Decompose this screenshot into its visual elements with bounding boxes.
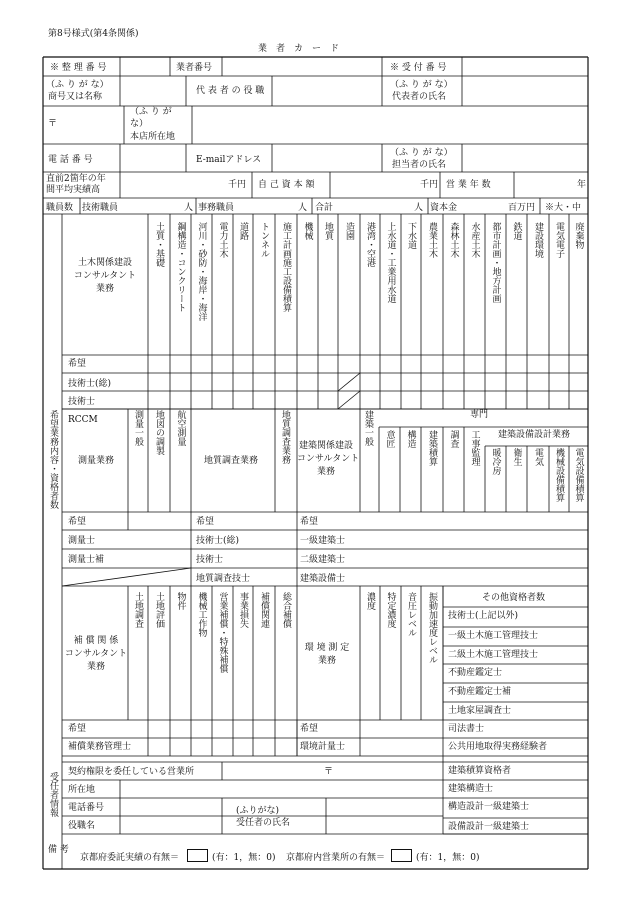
other-title: その他資格者数 <box>482 593 546 603</box>
biko-a1-hint: (有：1，無：0) <box>212 853 276 863</box>
comp-label2: コンサルタント <box>64 649 128 659</box>
jutaku-side-label: 受任者情報 <box>48 772 58 817</box>
jutaku-postal: 〒 <box>324 767 334 777</box>
shozai-field[interactable] <box>120 781 440 795</box>
gokei-unit: 人 <box>414 203 424 213</box>
civil-col-11: 上水道・工業用水道 <box>385 222 396 303</box>
jiseki-label1: 直前2箇年の年 <box>46 174 106 184</box>
arch-row-0: 希望 <box>300 517 319 527</box>
jiko-label: 自 己 資 本 額 <box>258 180 315 190</box>
jutaku-name-label: 受任者の氏名 <box>236 818 291 828</box>
biko-a2-input[interactable] <box>391 849 412 862</box>
kibo-side-label: 希望業務内容・資格者数 <box>48 410 58 509</box>
survey-row-2: 測量士補 <box>68 555 105 565</box>
geo-row-0: 希望 <box>196 517 215 527</box>
jiko-field[interactable] <box>330 172 416 196</box>
eigyo-field[interactable] <box>514 172 574 196</box>
eigyo-unit: 年 <box>577 180 587 190</box>
arch-label1: 建築関係建設 <box>298 441 353 451</box>
jiseki-label2: 間平均実績高 <box>46 185 101 195</box>
comp-col-4: 営業補償・特殊補償 <box>217 592 228 673</box>
daichu-label: ※大・中 <box>545 203 582 213</box>
civil-col-12: 下水道 <box>406 222 416 249</box>
jiseki-unit: 千円 <box>228 180 247 190</box>
comp-col-5: 事業損失 <box>238 592 248 628</box>
civil-col-6: 施工計画施工設備積算 <box>281 222 291 312</box>
yaku-label: 役職名 <box>68 821 96 831</box>
civil-col-16: 都市計画・地方計画 <box>490 222 501 303</box>
survey-col-2: 航空測量 <box>175 410 186 446</box>
setsubi-label: 建築設備設計業務 <box>498 430 571 440</box>
other-item-4: 不動産鑑定士補 <box>448 687 512 697</box>
comp-row-0: 希望 <box>68 724 87 734</box>
civil-col-17: 鉄道 <box>511 222 522 240</box>
jutaku-furi: (ふりがな) <box>236 806 280 816</box>
survey-label: 測量業務 <box>78 456 115 466</box>
honten-furi: （ふ り が <box>130 107 172 117</box>
shogo-field[interactable] <box>120 78 186 104</box>
arch-label2: コンサルタント <box>297 454 360 464</box>
civil-col-14: 森林土木 <box>448 222 459 258</box>
daihyo-furi-label: （ふ り が な） <box>390 80 453 90</box>
shihon-unit: 百万円 <box>508 203 536 213</box>
arch-label3: 業務 <box>316 467 335 477</box>
env-col-3: 振動加速度レベル <box>427 592 437 664</box>
biko-a2-hint: (有：1，無：0) <box>416 853 480 863</box>
senmon-label: 専門 <box>470 410 489 420</box>
env-row-1: 環境計量士 <box>300 742 346 752</box>
tanto-furi-label: （ふ り が な） <box>390 148 453 158</box>
gyosha-field[interactable] <box>222 59 382 73</box>
comp-col-0: 土地調査 <box>133 592 143 628</box>
gijutsu-label: 技術職員 <box>82 203 119 213</box>
other-item-3: 不動産鑑定士 <box>448 668 503 678</box>
arch-row-3: 建築設備士 <box>300 574 346 584</box>
other-item-0: 技術士(上記以外) <box>448 611 519 621</box>
arch-ippan: 建築一般 <box>363 410 373 446</box>
env-col-1: 特定濃度 <box>385 592 396 628</box>
yaku-field[interactable] <box>120 817 222 831</box>
jiko-unit: 千円 <box>420 180 439 190</box>
survey-row-1: 測量士 <box>68 536 96 546</box>
jiseki-field[interactable] <box>120 172 224 196</box>
survey-row-0: 希望 <box>68 517 87 527</box>
civil-col-9: 造園 <box>344 222 354 240</box>
civil-col-18: 建設環境 <box>533 222 543 258</box>
other-item-1: 一級土木施工管理技士 <box>448 631 539 641</box>
jutaku-tel-label: 電話番号 <box>68 803 105 813</box>
comp-col-7: 総合補償 <box>281 592 291 628</box>
email-label: E-mailアドレス <box>196 155 262 165</box>
civil-col-0: 土質・基礎 <box>154 222 164 267</box>
civil-col-8: 地質 <box>323 222 333 240</box>
other-item-5: 土地家屋調査士 <box>448 706 512 716</box>
daihyo-name-label: 代表者の氏名 <box>392 92 447 102</box>
geo-label: 地質調査業務 <box>204 456 259 466</box>
seiri-label: ※ 整 理 番 号 <box>50 63 107 73</box>
eigyo-label: 営 業 年 数 <box>446 180 491 190</box>
env-label1: 環 境 測 定 <box>304 643 350 653</box>
uketsuke-field[interactable] <box>462 59 588 73</box>
civil-col-4: 道路 <box>238 222 248 240</box>
jimu-label: 事務職員 <box>198 203 235 213</box>
arch-col-7: 電気 <box>533 448 543 466</box>
civil-label1: 土木関係建設 <box>77 258 132 268</box>
arch-col-2: 建築積算 <box>427 430 437 466</box>
arch-col-8: 機械設備積算 <box>554 448 564 502</box>
comp-label3: 業務 <box>86 662 105 672</box>
civil-row-2: 技術士 <box>68 397 96 407</box>
civil-col-2: 河川・砂防・海岸・海洋 <box>196 222 207 321</box>
shihon-label: 資本金 <box>430 203 458 213</box>
arch-col-4: 工事監理 <box>469 430 480 466</box>
civil-col-13: 農業土木 <box>427 222 437 258</box>
keiyaku-label: 契約権限を委任している営業所 <box>68 767 195 777</box>
biko-q1: 京都府委託実績の有無＝ <box>80 853 180 863</box>
env-label2: 業務 <box>317 656 336 666</box>
geo-col-0: 地質調査業務 <box>280 410 290 464</box>
civil-row-0: 希望 <box>68 359 87 369</box>
jutaku-name-field[interactable] <box>326 799 440 831</box>
civil-col-10: 港湾・空港 <box>365 222 375 267</box>
survey-col-0: 測量一般 <box>133 410 143 446</box>
geo-row-2: 技術士 <box>196 555 224 565</box>
tel-label: 電 話 番 号 <box>48 155 93 165</box>
tanto-name-label: 担当者の氏名 <box>392 160 447 170</box>
other-item-10: 構造設計一級建築士 <box>448 802 530 812</box>
daihyo-role-field[interactable] <box>272 78 382 104</box>
daihyo-name-field[interactable] <box>462 78 588 104</box>
jimu-unit: 人 <box>298 203 308 213</box>
civil-col-15: 水産土木 <box>469 222 480 258</box>
postal-mark: 〒 <box>48 119 58 129</box>
shokuin-label: 職員数 <box>46 203 74 213</box>
comp-col-2: 物件 <box>175 592 186 610</box>
civil-col-19: 電気電子 <box>554 222 564 258</box>
civil-label2: コンサルタント <box>73 271 137 281</box>
gokei-label: 合計 <box>315 203 334 213</box>
uketsuke-label: ※ 受 付 番 号 <box>390 63 447 73</box>
gijutsu-unit: 人 <box>184 203 194 213</box>
env-row-0: 希望 <box>300 724 319 734</box>
arch-col-5: 暖冷房 <box>490 448 501 475</box>
gyosha-label: 業者番号 <box>176 63 213 73</box>
civil-col-1: 鋼構造・コンクリート <box>175 222 186 312</box>
comp-col-6: 補償関連 <box>259 592 269 628</box>
civil-col-3: 電力土木 <box>217 222 228 258</box>
civil-col-20: 廃棄物 <box>573 222 584 249</box>
biko-q2: 京都府内営業所の有無＝ <box>286 853 386 863</box>
jutaku-tel-field[interactable] <box>120 799 222 813</box>
page-title: 業 者 カ ー ド <box>258 44 340 54</box>
comp-col-3: 機械工作物 <box>196 592 207 637</box>
civil-col-7: 機械 <box>302 222 313 240</box>
form-number: 第8号様式(第4条関係) <box>48 29 139 39</box>
arch-col-3: 調査 <box>448 430 459 448</box>
civil-row-1: 技術士(総) <box>68 379 112 389</box>
survey-col-1: 地図の調製 <box>154 410 164 455</box>
other-item-2: 二級土木施工管理技士 <box>448 650 539 660</box>
geo-row-3: 地質調査技士 <box>196 574 251 584</box>
arch-col-9: 電気設備積算 <box>573 448 584 502</box>
biko-a1-input[interactable] <box>187 849 208 862</box>
civil-col-5: トンネル <box>259 222 269 258</box>
env-col-2: 音圧レベル <box>406 592 416 637</box>
biko-label: 備 考 <box>48 845 69 855</box>
daihyo-role-label: 代 表 者 の 役 職 <box>196 86 265 96</box>
other-item-6: 司法書士 <box>448 724 485 734</box>
env-col-0: 濃度 <box>365 592 375 610</box>
comp-col-1: 土地評価 <box>154 592 164 628</box>
shogo-label: 商号又は名称 <box>48 92 103 102</box>
other-item-11: 設備設計一級建築士 <box>448 822 530 832</box>
comp-row-1: 補償業務管理士 <box>68 742 132 752</box>
honten-field[interactable] <box>192 106 588 142</box>
email-field[interactable] <box>272 146 382 170</box>
comp-label1: 補 償 関 係 <box>73 636 119 646</box>
other-item-9: 建築構造士 <box>448 784 494 794</box>
honten-na: な） <box>130 119 149 129</box>
arch-row-2: 二級建築士 <box>300 555 346 565</box>
civil-row-3: RCCM <box>68 415 98 425</box>
other-item-7: 公共用地取得実務経験者 <box>448 742 548 752</box>
tanto-name-field[interactable] <box>462 146 588 170</box>
other-item-8: 建築積算資格者 <box>448 766 512 776</box>
arch-col-0: 意匠 <box>384 430 395 448</box>
honten-label: 本店所在地 <box>130 132 176 142</box>
tel-field[interactable] <box>120 146 186 170</box>
shozai-label: 所在地 <box>68 785 96 795</box>
seiri-field[interactable] <box>120 59 168 73</box>
arch-col-1: 構造 <box>405 430 416 448</box>
arch-row-1: 一級建築士 <box>300 536 346 546</box>
furigana-label: （ふ り が な） <box>46 80 109 90</box>
geo-row-1: 技術士(総) <box>196 536 240 546</box>
arch-col-6: 衛生 <box>511 448 522 466</box>
civil-label3: 業務 <box>95 284 114 294</box>
